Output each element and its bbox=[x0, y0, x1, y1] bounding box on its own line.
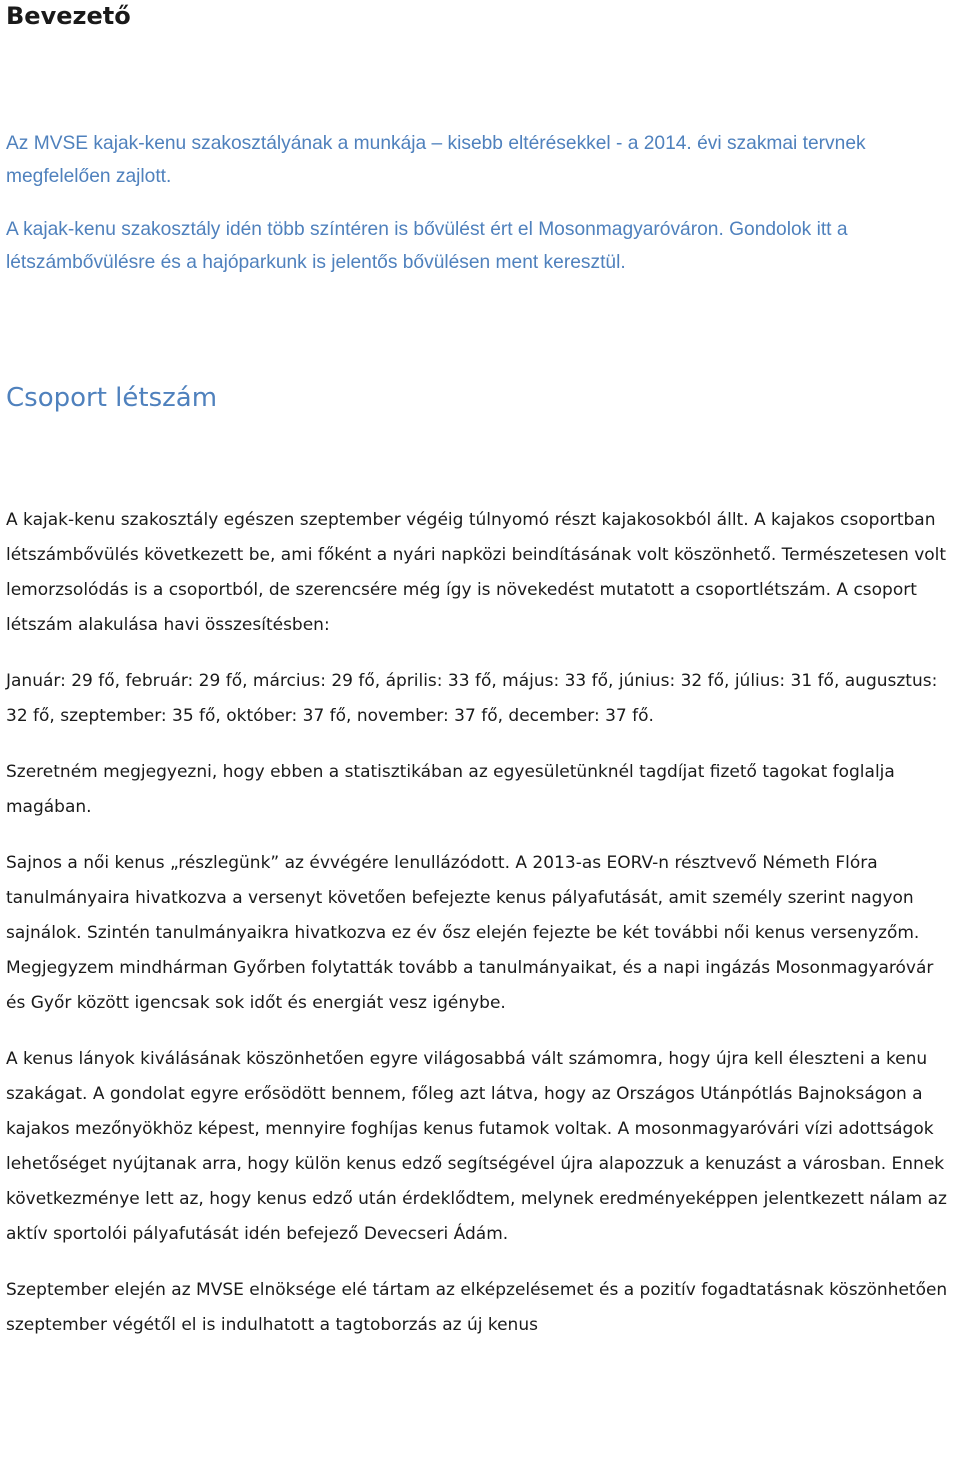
body-paragraph: A kenus lányok kiválásának köszönhetően egyre világosabbá vált számomra, hogy újra kell éleszteni a kenu szakágat. A gondolat egyre erősödött bennem, főleg azt látva, hogy az Országos Utánpótlás Bajnokságon a kajakos mezőnyökhöz képest, mennyire foghíjas kenus futamok voltak. A mosonmagyaróvári vízi adottságok lehetőséget nyújtanak arra, hogy külön kenus edző segítségével újra alapozzuk a kenuzást a városban. Ennek következménye lett az, hogy kenus edző után érdeklődtem, melynek eredményeképpen jelentkezett nálam az aktív sportolói pályafutását idén befejező Devecseri Ádám. bbox=[6, 1049, 947, 1244]
body-paragraph: Szeptember elején az MVSE elnöksége elé tártam az elképzelésemet és a pozitív fogadtatásnak köszönhetően szeptember végétől el is indulhatott a tagtoborzás az új kenus bbox=[6, 1280, 948, 1335]
intro-paragraph: A kajak-kenu szakosztály idén több színtéren is bővülést ért el Mosonmagyaróváron. Gondolok itt a létszámbővülésre és a hajóparkunk is jelentős bővülésen ment keresztül. bbox=[6, 219, 848, 273]
body-paragraph: Szeretném megjegyezni, hogy ebben a statisztikában az egyesületünknél tagdíjat fizető tagokat foglalja magában. bbox=[6, 762, 895, 817]
document-page bbox=[6, 0, 958, 1343]
body-paragraph: Sajnos a női kenus „részlegünk” az évvégére lenullázódott. A 2013-as EORV-n résztvevő Németh Flóra tanulmányaira hivatkozva a versenyt követően befejezte kenus pályafutását, amit személy szerint nagyon sajnálok. Szintén tanulmányaikra hivatkozva ez év ősz elején fejezte be két további női kenus versenyzőm. Megjegyzem mindhárman Győrben folytatták tovább a tanulmányaikat, és a napi ingázás Mosonmagyaróvár és Győr között igencsak sok időt és energiát vesz igénybe. bbox=[6, 853, 934, 1013]
intro-paragraph: Az MVSE kajak-kenu szakosztályának a munkája – kisebb eltérésekkel - a 2014. évi szakmai tervnek megfelelően zajlott. bbox=[6, 133, 866, 187]
body-paragraph: A kajak-kenu szakosztály egészen szeptember végéig túlnyomó részt kajakosokból állt. A kajakos csoportban létszámbővülés következett be, ami főként a nyári napközi beindításának volt köszönhető. Természetesen volt lemorzsolódás is a csoportból, de szerencsére még így is növekedést mutatott a csoportlétszám. A csoport létszám alakulása havi összesítésben: bbox=[6, 510, 947, 635]
intro-section bbox=[6, 127, 958, 279]
section-body bbox=[6, 503, 958, 1343]
monthly-headcount-paragraph: Január: 29 fő, február: 29 fő, március: 29 fő, április: 33 fő, május: 33 fő, június: 32 fő, július: 31 fő, augusztus: 32 fő, szeptember: 35 fő, október: 37 fő, november: 37 fő, december: 37 fő. bbox=[6, 671, 938, 726]
section-heading: Csoport létszám bbox=[6, 383, 218, 413]
page-heading: Bevezető bbox=[6, 2, 131, 30]
